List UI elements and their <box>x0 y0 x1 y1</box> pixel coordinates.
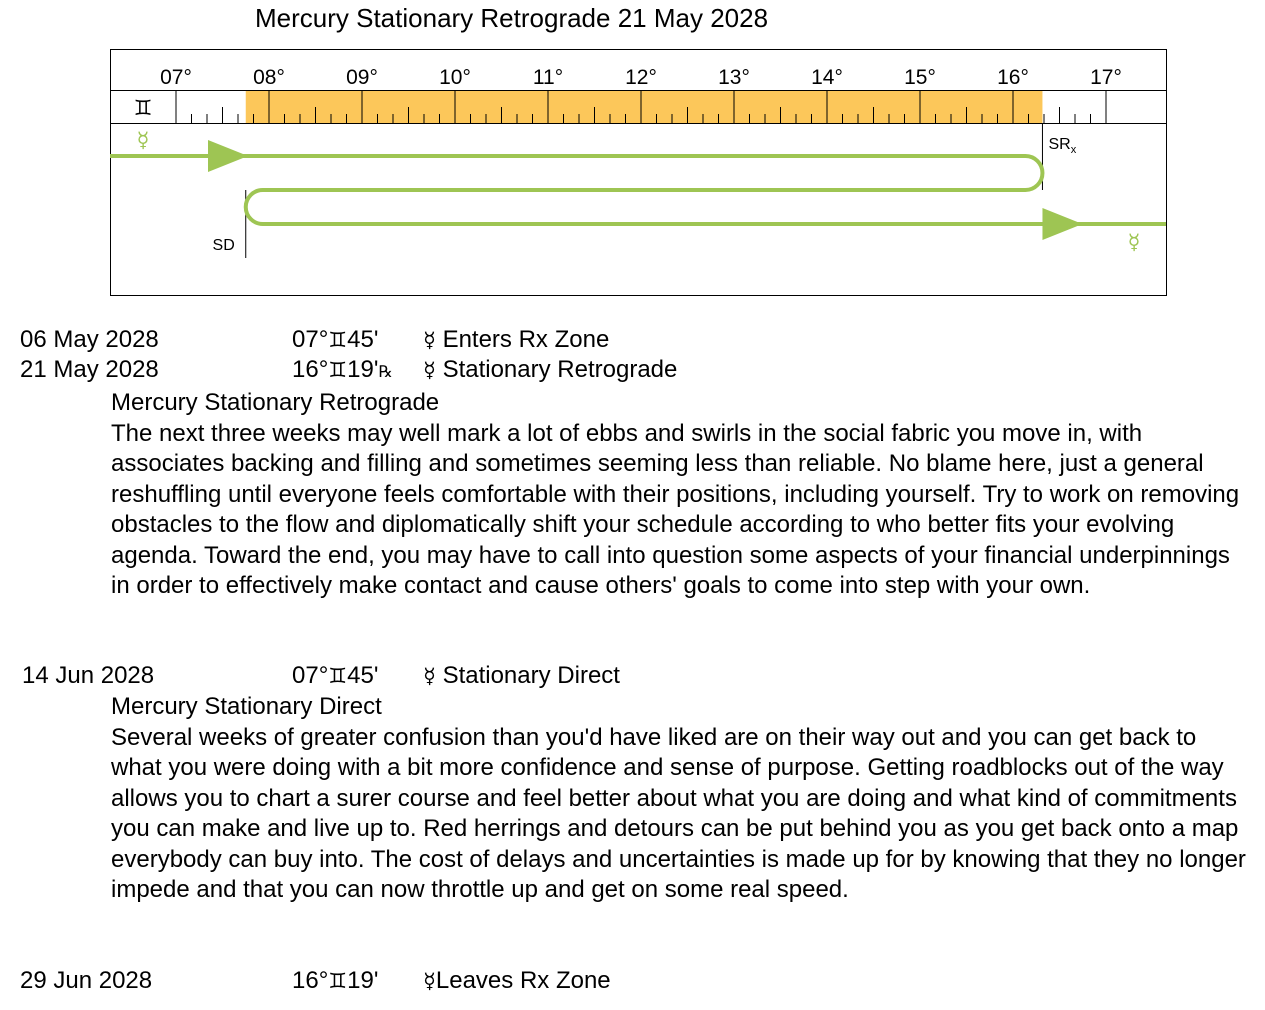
event-label: ☿ Enters Rx Zone <box>423 326 610 353</box>
mercury-end-symbol: ☿ <box>1127 230 1141 254</box>
station-direct-label: SD <box>212 237 235 254</box>
event-label: ☿Leaves Rx Zone <box>423 967 611 994</box>
event-date: 21 May 2028 <box>20 356 159 383</box>
event-date: 14 Jun 2028 <box>22 662 155 689</box>
event-position: 07°♊45' <box>292 326 379 353</box>
event-date: 29 Jun 2028 <box>20 967 153 994</box>
event-position: 07°♊45' <box>292 662 379 689</box>
retrograde-zone-highlight <box>246 90 1043 123</box>
degree-label: 16° <box>997 66 1029 89</box>
degree-label: 10° <box>439 66 471 89</box>
ruler-sign-symbol: ♊ <box>133 96 153 120</box>
degree-label: 13° <box>718 66 750 89</box>
degree-label: 07° <box>160 66 192 89</box>
degree-label: 15° <box>904 66 936 89</box>
event-label: ☿ Stationary Direct <box>423 662 620 689</box>
event-position: 16°♊19'℞ <box>292 356 393 383</box>
chart-title: Mercury Stationary Retrograde 21 May 2028 <box>255 3 769 33</box>
event-date: 06 May 2028 <box>20 326 159 353</box>
station-retrograde-label: $SR_x$ <box>1048 136 1077 156</box>
degree-label: 09° <box>346 66 378 89</box>
event-row <box>0 661 1265 691</box>
event-row <box>0 966 1265 996</box>
mercury-start-symbol: ☿ <box>136 128 150 152</box>
degree-label: 12° <box>625 66 657 89</box>
interpretation-text: The next three weeks may well mark a lot of ebbs and swirls in the social fabric you move in, with associates backing and filling and sometimes seeming less than reliable. No blame here, just a general reshuffling until everyone feels comfortable with their positions, including yourself. Try to work on removing obstacles to the flow and diplomatically shift your schedule according to who better fits your evolving agenda. Toward the end, you may have to call into question some aspects of your financial underpinnings in order to effectively make contact and cause others' goals to come into step with your own. <box>111 419 1240 599</box>
event-label: ☿ Stationary Retrograde <box>423 356 678 383</box>
interpretation-block <box>111 388 1251 602</box>
interpretation-heading: Mercury Stationary Direct <box>111 693 382 720</box>
interpretation-text: Several weeks of greater confusion than you'd have liked are on their way out and you can get back to what you were doing with a bit more confidence and sense of purpose. Getting roadblocks out of the way allows you to chart a surer course and feel better about what you are doing and what kind of commitments you can make and live up to. Red herrings and detours can be put behind you as you get back onto a map everybody can buy into. The cost of delays and uncertainties is made up for by knowing that they no longer impede and that you can now throttle up and get on some real speed. <box>111 723 1246 903</box>
degree-label: 11° <box>532 66 564 89</box>
degree-label: 17° <box>1090 66 1122 89</box>
degree-label: 14° <box>811 66 843 89</box>
degree-label: 08° <box>253 66 285 89</box>
event-position: 16°♊19' <box>292 967 379 994</box>
interpretation-block <box>111 692 1251 906</box>
event-row <box>0 355 1265 385</box>
retrograde-diagram <box>0 0 1265 300</box>
event-row <box>0 325 1265 355</box>
interpretation-heading: Mercury Stationary Retrograde <box>111 389 440 416</box>
